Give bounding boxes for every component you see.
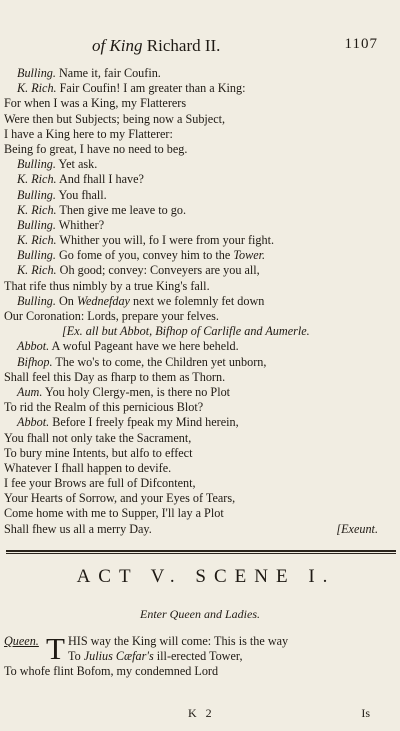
dialogue-line <box>0 263 400 278</box>
line-text: Name it, fair Coufin. <box>55 66 161 80</box>
line-text: Yet ask. <box>55 157 98 172</box>
line-text: A woful Pageant have we here beheld. <box>49 339 239 354</box>
dialogue-line <box>0 431 400 446</box>
speaker-name: K. Rich. <box>17 233 57 248</box>
running-title-roman: Richard II. <box>146 36 221 55</box>
speaker-name: K. Rich. <box>17 202 57 217</box>
running-title-italic: of King <box>92 36 143 55</box>
page-footer <box>0 706 400 722</box>
dialogue-line <box>0 279 400 294</box>
line-text: Before I freely fpeak my Mind herein, <box>49 415 239 430</box>
line-text: Oh good; convey: Conveyers are you all, <box>56 263 260 278</box>
dialogue-line <box>0 446 400 461</box>
line-text: The wo's to come, the Children yet unborn, <box>52 354 267 369</box>
stage-direction-exit: [Ex. all but Abbot, Bifhop of Carlifle and Aumerle. <box>62 324 310 339</box>
dialogue-line <box>0 112 400 127</box>
speech-text-2a: To <box>68 649 84 664</box>
catchword: Is <box>361 706 370 720</box>
running-title <box>92 36 220 56</box>
dialogue-line <box>0 324 400 339</box>
dialogue-line <box>0 66 400 81</box>
line-text: You fhall. <box>55 187 107 202</box>
dialogue-line <box>0 355 400 370</box>
line-text: You fhall not only take the Sacrament, <box>4 430 192 445</box>
dialogue-line <box>0 385 400 400</box>
dialogue-line <box>0 309 400 324</box>
dialogue-line <box>0 248 400 263</box>
line-text: Go fome of you, convey him to the <box>55 248 234 263</box>
line-text-italic: Tower. <box>233 248 266 263</box>
dialogue-block <box>0 66 400 537</box>
dialogue-line <box>0 142 400 157</box>
line-text: I fee your Brows are full of Difcontent, <box>4 476 196 491</box>
line-text: To bury mine Intents, but alfo to effect <box>4 445 193 460</box>
line-text: You holy Clergy-men, is there no Plot <box>42 384 231 399</box>
line-text: Your Hearts of Sorrow, and your Eyes of Tears, <box>4 491 236 506</box>
speaker-name: Abbot. <box>17 415 50 430</box>
speaker-name: Bulling. <box>17 66 56 80</box>
line-text: Were then but Subjects; being now a Subject, <box>4 111 226 126</box>
speech-text-1: HIS way the King will come: This is the way <box>68 634 289 648</box>
line-text: Whither you will, fo I were from your fight. <box>56 233 275 248</box>
dialogue-line <box>0 172 400 187</box>
dialogue-line <box>0 218 400 233</box>
dialogue-line <box>0 461 400 476</box>
speaker-name: Bulling. <box>17 157 56 172</box>
dialogue-line <box>0 491 400 506</box>
line-text: Whither? <box>55 217 105 232</box>
dialogue-line <box>0 127 400 142</box>
line-text: Shall fhew us all a merry Day. <box>4 521 152 536</box>
speaker-name: Bulling. <box>17 217 56 232</box>
speaker-queen: Queen. <box>4 634 39 648</box>
dialogue-line <box>0 400 400 415</box>
line-text: Come home with me to Supper, I'll lay a Plot <box>4 506 224 521</box>
line-text: Then give me leave to go. <box>56 202 187 217</box>
dialogue-line <box>0 370 400 385</box>
line-text: To rid the Realm of this pernicious Blot? <box>4 400 204 415</box>
speaker-name: Bulling. <box>17 187 56 202</box>
speaker-name: Abbot. <box>17 339 50 354</box>
dialogue-line <box>0 522 400 537</box>
dialogue-line <box>0 96 400 111</box>
line-text: On <box>55 293 77 308</box>
dialogue-line <box>0 476 400 491</box>
speaker-name: Bulling. <box>17 248 56 263</box>
speech-text-2b: Julius Cæfar's <box>83 649 154 664</box>
dialogue-line <box>0 157 400 172</box>
dialogue-line <box>0 188 400 203</box>
speaker-name: K. Rich. <box>17 263 57 278</box>
line-text-italic: Wednefday <box>76 293 130 308</box>
dialogue-line <box>0 294 400 309</box>
act-scene-heading: ACT V. SCENE I. <box>76 566 336 587</box>
dialogue-line <box>0 339 400 354</box>
running-header <box>0 36 400 58</box>
speaker-name: Bifhop. <box>17 354 53 369</box>
opening-speech <box>0 631 400 680</box>
signature-mark: K 2 <box>188 706 215 720</box>
speaker-name: Bulling. <box>17 293 56 308</box>
speaker-name: K. Rich. <box>17 172 57 187</box>
dialogue-line <box>0 233 400 248</box>
stage-direction-enter: Enter Queen and Ladies. <box>140 607 260 621</box>
section-rule <box>6 550 396 552</box>
dialogue-line <box>0 506 400 521</box>
dialogue-line <box>0 415 400 430</box>
speaker-name: K. Rich. <box>17 81 57 96</box>
line-text: Whatever I fhall happen to devife. <box>4 460 172 475</box>
line-text: Our Coronation: Lords, prepare your felves. <box>4 309 219 323</box>
drop-cap: T <box>46 631 65 666</box>
line-text: Shall feel this Day as fharp to them as Thorn. <box>4 369 226 384</box>
line-text: Fair Coufin! I am greater than a King: <box>56 81 246 96</box>
page-number: 1107 <box>344 36 378 52</box>
dialogue-line <box>0 203 400 218</box>
speech-line-2 <box>0 649 400 664</box>
line-text: Being fo great, I have no need to beg. <box>4 141 188 156</box>
line-text: I have a King here to my Flatterer: <box>4 126 173 141</box>
section-rule-thin <box>6 553 396 554</box>
line-text: For when I was a King, my Flatterers <box>4 96 187 111</box>
speech-line-3: To whofe flint Bofom, my condemned Lord <box>4 664 219 679</box>
line-text: That rife thus nimbly by a true King's fall. <box>4 278 210 293</box>
dialogue-line <box>0 81 400 96</box>
line-text: And fhall I have? <box>56 172 144 187</box>
speech-text-2c: ill-erected Tower, <box>153 649 243 664</box>
line-text-tail: next we folemnly fet down <box>129 293 265 308</box>
speaker-name: Aum. <box>17 384 43 399</box>
stage-direction-exeunt: [Exeunt. <box>336 521 378 536</box>
